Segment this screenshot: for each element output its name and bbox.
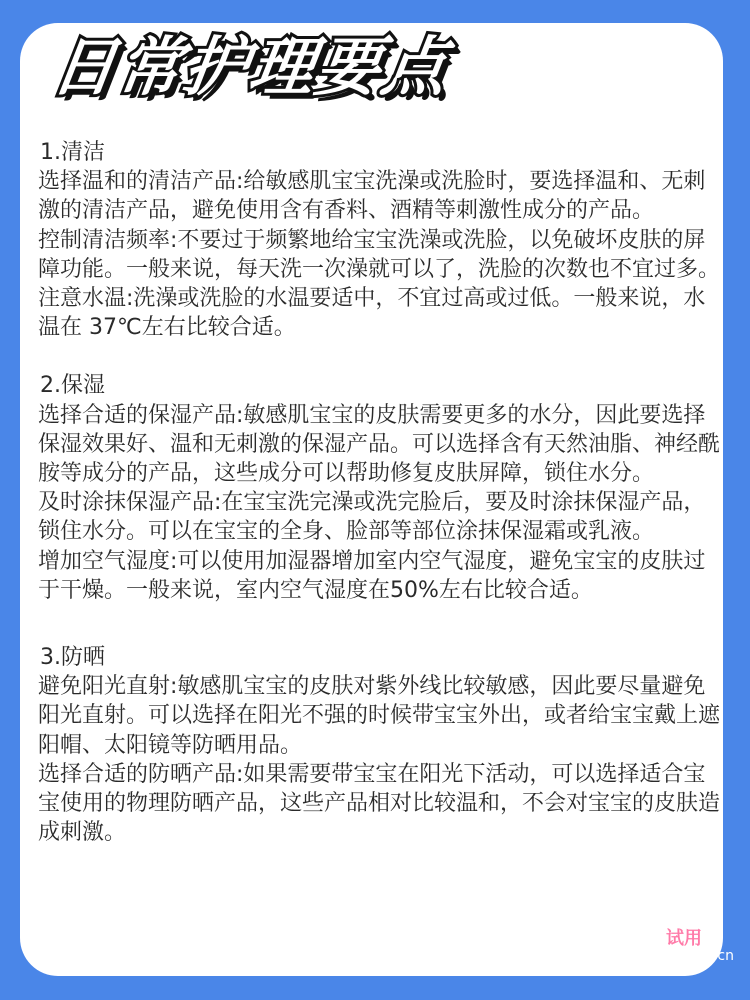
paragraph: 避免阳光直射:敏感肌宝宝的皮肤对紫外线比较敏感，因此要尽量避免阳光直射。可以选择在阳光不强的时候带宝宝外出，或者给宝宝戴上遮阳帽、太阳镜等防晒用品。 <box>38 674 721 758</box>
section-moisturizing <box>38 371 726 605</box>
page-title: 日常护理要点 <box>46 31 454 105</box>
paragraph: 选择合适的防晒产品:如果需要带宝宝在阳光下活动，可以选择适合宝宝使用的物理防晒产品，这些产品相对比较温和，不会对宝宝的皮肤造成刺激。 <box>38 761 721 846</box>
watermark-logo-icon <box>614 940 644 968</box>
watermark-url: a.cn <box>704 948 734 964</box>
section-cleaning <box>38 138 726 342</box>
section-heading: 1.清洁 <box>40 140 105 165</box>
paragraph: 控制清洁频率:不要过于频繁地给宝宝洗澡或洗脸，以免破坏皮肤的屏障功能。一般来说，每天洗一次澡就可以了，洗脸的次数也不宜过多。注意水温:洗澡或洗脸的水温要适中，不宜过高或过低。一般来说，水温在 37℃左右比较合适。 <box>38 227 721 341</box>
paragraph: 选择温和的清洁产品:给敏感肌宝宝洗澡或洗脸时，要选择温和、无刺激的清洁产品，避免使用含有香料、酒精等刺激性成分的产品。 <box>38 169 706 224</box>
section-heading: 3.防晒 <box>40 645 105 671</box>
section-sun-protection <box>38 643 726 847</box>
section-heading: 2.保湿 <box>40 373 105 399</box>
watermark <box>584 924 734 974</box>
watermark-label: 试用 <box>666 928 702 949</box>
paragraph: 增加空气湿度:可以使用加湿器增加室内空气湿度，避免宝宝的皮肤过于干燥。一般来说，室内空气湿度在50%左右比较合适。 <box>38 548 706 603</box>
paragraph: 及时涂抹保湿产品:在宝宝洗完澡或洗完脸后，要及时涂抹保湿产品，锁住水分。可以在宝宝的全身、脸部等部位涂抹保湿霜或乳液。 <box>38 490 706 545</box>
paragraph: 选择合适的保湿产品:敏感肌宝宝的皮肤需要更多的水分，因此要选择保湿效果好、温和无刺激的保湿产品。可以选择含有天然油脂、神经酰胺等成分的产品，这些成分可以帮助修复皮肤屏障，锁住水分。 <box>38 402 721 487</box>
article-body <box>38 138 726 847</box>
